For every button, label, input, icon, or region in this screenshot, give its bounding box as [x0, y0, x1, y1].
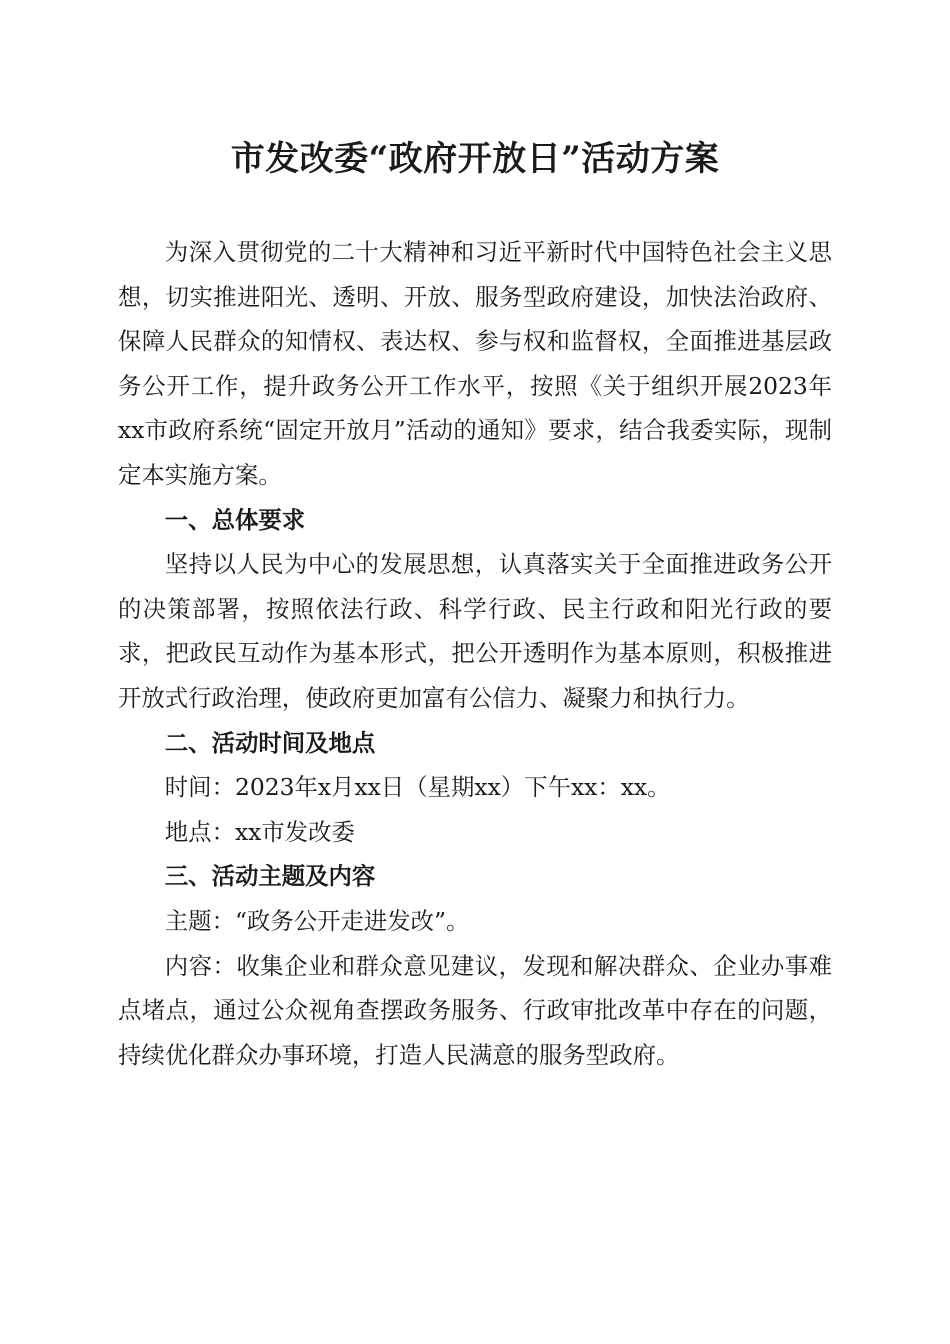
section-heading-time-and-place: 二、活动时间及地点 — [164, 728, 376, 757]
intro-paragraph: 为深入贯彻党的二十大精神和习近平新时代中国特色社会主义思想，切实推进阳光、透明、开放、服务型政府建设，加快法治政府、保障人民群众的知情权、表达权、参与权和监督权，全面推进基层政务公开工作，提升政务公开工作水平，按照《关于组织开展2023年xx市政府系统“固定开放月”活动的通知》要求，结合我委实际，现制定本实施方案。 — [118, 238, 832, 489]
document-body — [118, 230, 832, 1077]
event-theme: 主题：“政务公开走进发改”。 — [164, 906, 470, 935]
general-requirements-paragraph: 坚持以人民为中心的发展思想，认真落实关于全面推进政务公开的决策部署，按照依法行政、科学行政、民主行政和阳光行政的要求，把政民互动作为基本形式，把公开透明作为基本原则，积极推进开放式行政治理，使政府更加富有公信力、凝聚力和执行力。 — [118, 550, 832, 712]
section-heading-general-requirements: 一、总体要求 — [164, 505, 306, 534]
document-title: 市发改委“政府开放日”活动方案 — [230, 139, 720, 179]
event-location: 地点：xx市发改委 — [164, 817, 355, 846]
section-heading-theme-and-content: 三、活动主题及内容 — [164, 862, 376, 891]
event-content: 内容：收集企业和群众意见建议，发现和解决群众、企业办事难点堵点，通过公众视角查摆政务服务、行政审批改革中存在的问题，持续优化群众办事环境，打造人民满意的服务型政府。 — [118, 951, 832, 1069]
event-time: 时间：2023年x月xx日（星期xx）下午xx：xx。 — [164, 773, 671, 802]
